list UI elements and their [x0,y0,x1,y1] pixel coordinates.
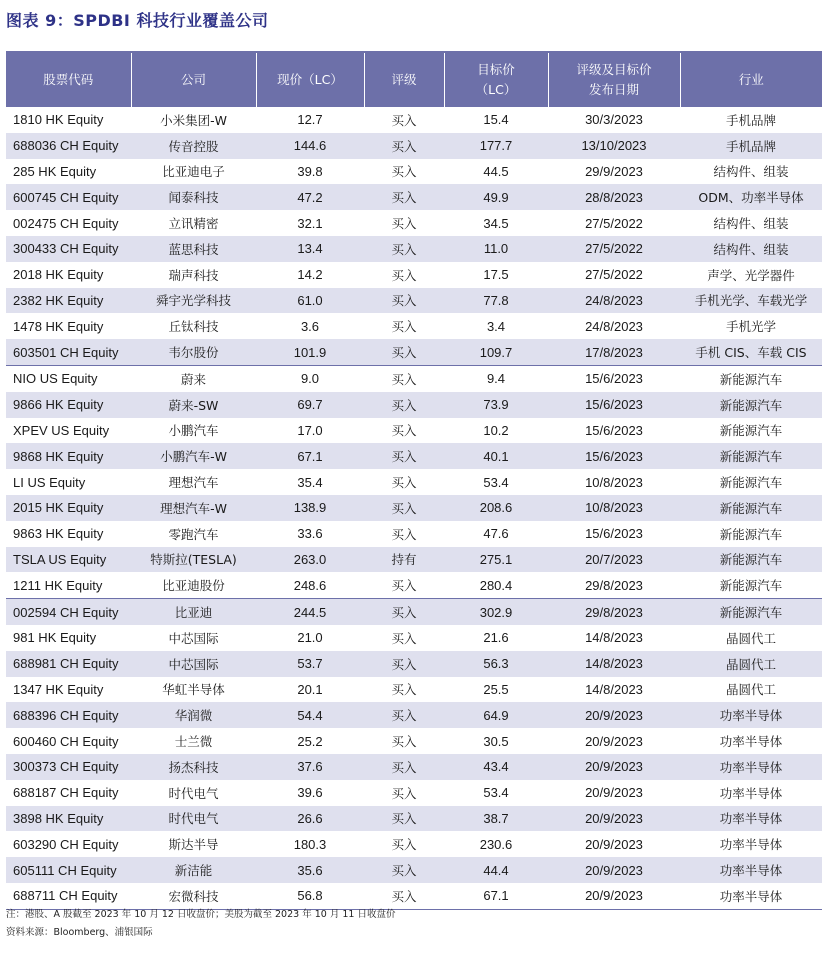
industry-cell: 手机 CIS、车载 CIS [680,339,822,365]
rating-cell: 买入 [364,780,444,806]
company-cell: 零跑汽车 [131,521,256,547]
industry-cell: 结构件、组装 [680,210,822,236]
rating-cell: 买入 [364,184,444,210]
company-cell: 比亚迪电子 [131,159,256,185]
date-cell: 17/8/2023 [548,339,680,365]
ticker-cell: 1211 HK Equity [6,572,131,598]
ticker-cell: 605111 CH Equity [6,857,131,883]
date-cell: 20/9/2023 [548,831,680,857]
company-cell: 丘钛科技 [131,313,256,339]
target-price-cell: 177.7 [444,133,548,159]
rating-cell: 买入 [364,754,444,780]
price-cell: 67.1 [256,443,364,469]
rating-cell: 买入 [364,883,444,909]
column-header-label-line2: 发布日期 [588,82,639,97]
target-price-cell: 230.6 [444,831,548,857]
footnote-source: 资料来源：Bloomberg、浦银国际 [6,927,153,938]
company-cell: 韦尔股份 [131,339,256,365]
ticker-cell: 9866 HK Equity [6,392,131,418]
company-cell: 比亚迪股份 [131,572,256,598]
rating-cell: 买入 [364,469,444,495]
company-cell: 新洁能 [131,857,256,883]
date-cell: 28/8/2023 [548,184,680,210]
rating-cell: 买入 [364,418,444,444]
table-row [6,651,822,677]
target-price-cell: 44.4 [444,857,548,883]
column-header [131,52,256,107]
target-price-cell: 43.4 [444,754,548,780]
industry-cell: 新能源汽车 [680,495,822,521]
table-row [6,262,822,288]
rating-cell: 买入 [364,339,444,365]
table-row [6,107,822,133]
target-price-cell: 40.1 [444,443,548,469]
company-cell: 斯达半导 [131,831,256,857]
ticker-cell: 285 HK Equity [6,159,131,185]
price-cell: 54.4 [256,702,364,728]
table-row [6,210,822,236]
rating-cell: 买入 [364,677,444,703]
company-cell: 时代电气 [131,780,256,806]
target-price-cell: 56.3 [444,651,548,677]
industry-cell: 功率半导体 [680,831,822,857]
table-row [6,599,822,625]
table-row [6,469,822,495]
ticker-cell: NIO US Equity [6,365,131,391]
company-cell: 瑞声科技 [131,262,256,288]
industry-cell: 功率半导体 [680,754,822,780]
ticker-cell: XPEV US Equity [6,418,131,444]
ticker-cell: 688981 CH Equity [6,651,131,677]
industry-cell: 功率半导体 [680,780,822,806]
date-cell: 27/5/2022 [548,262,680,288]
date-cell: 14/8/2023 [548,625,680,651]
industry-cell: 新能源汽车 [680,521,822,547]
ticker-cell: 2015 HK Equity [6,495,131,521]
company-cell: 舜宇光学科技 [131,288,256,314]
table-row [6,288,822,314]
date-cell: 20/9/2023 [548,780,680,806]
company-cell: 宏微科技 [131,883,256,909]
ticker-cell: 1478 HK Equity [6,313,131,339]
date-cell: 10/8/2023 [548,495,680,521]
target-price-cell: 15.4 [444,107,548,133]
column-header [364,52,444,107]
industry-cell: 功率半导体 [680,806,822,832]
column-header-label: 股票代码 [43,72,94,87]
industry-cell: 手机光学 [680,313,822,339]
target-price-cell: 38.7 [444,806,548,832]
industry-cell: 晶圆代工 [680,677,822,703]
target-price-cell: 34.5 [444,210,548,236]
ticker-cell: 2018 HK Equity [6,262,131,288]
table-row [6,547,822,573]
rating-cell: 买入 [364,572,444,598]
rating-cell: 买入 [364,107,444,133]
industry-cell: 结构件、组装 [680,159,822,185]
date-cell: 20/9/2023 [548,883,680,909]
price-cell: 180.3 [256,831,364,857]
industry-cell: 手机品牌 [680,133,822,159]
price-cell: 47.2 [256,184,364,210]
price-cell: 248.6 [256,572,364,598]
target-price-cell: 302.9 [444,599,548,625]
table-row [6,572,822,598]
price-cell: 33.6 [256,521,364,547]
date-cell: 15/6/2023 [548,521,680,547]
column-header-label: 评级及目标价 [576,62,652,77]
company-cell: 时代电气 [131,806,256,832]
table-row [6,365,822,391]
rating-cell: 买入 [364,159,444,185]
company-cell: 闻泰科技 [131,184,256,210]
industry-cell: 功率半导体 [680,883,822,909]
industry-cell: 新能源汽车 [680,443,822,469]
rating-cell: 买入 [364,651,444,677]
rating-cell: 买入 [364,806,444,832]
ticker-cell: 1347 HK Equity [6,677,131,703]
price-cell: 39.8 [256,159,364,185]
ticker-cell: 300433 CH Equity [6,236,131,262]
ticker-cell: 3898 HK Equity [6,806,131,832]
industry-cell: 新能源汽车 [680,599,822,625]
rating-cell: 买入 [364,728,444,754]
price-cell: 101.9 [256,339,364,365]
industry-cell: 晶圆代工 [680,625,822,651]
page-title: 图表 9：SPDBI 科技行业覆盖公司 [6,11,269,30]
rating-cell: 买入 [364,625,444,651]
price-cell: 53.7 [256,651,364,677]
date-cell: 14/8/2023 [548,651,680,677]
target-price-cell: 21.6 [444,625,548,651]
price-cell: 37.6 [256,754,364,780]
ticker-cell: 688036 CH Equity [6,133,131,159]
price-cell: 61.0 [256,288,364,314]
target-price-cell: 208.6 [444,495,548,521]
ticker-cell: 002594 CH Equity [6,599,131,625]
industry-cell: 功率半导体 [680,702,822,728]
table-row [6,159,822,185]
table-row [6,313,822,339]
table-header [6,52,822,107]
date-cell: 14/8/2023 [548,677,680,703]
ticker-cell: 981 HK Equity [6,625,131,651]
rating-cell: 买入 [364,365,444,391]
price-cell: 9.0 [256,365,364,391]
ticker-cell: 603501 CH Equity [6,339,131,365]
date-cell: 20/9/2023 [548,728,680,754]
date-cell: 24/8/2023 [548,288,680,314]
ticker-cell: 688187 CH Equity [6,780,131,806]
target-price-cell: 3.4 [444,313,548,339]
column-header [680,52,822,107]
date-cell: 20/9/2023 [548,857,680,883]
company-cell: 小鹏汽车-W [131,443,256,469]
column-header-label: 评级 [391,72,417,87]
industry-cell: 功率半导体 [680,857,822,883]
company-cell: 传音控股 [131,133,256,159]
target-price-cell: 53.4 [444,469,548,495]
industry-cell: 手机光学、车载光学 [680,288,822,314]
table-row [6,702,822,728]
table-row [6,521,822,547]
column-header-label: 目标价 [477,62,515,77]
target-price-cell: 17.5 [444,262,548,288]
company-cell: 蔚来-SW [131,392,256,418]
ticker-cell: TSLA US Equity [6,547,131,573]
company-cell: 中芯国际 [131,625,256,651]
date-cell: 29/8/2023 [548,599,680,625]
date-cell: 15/6/2023 [548,365,680,391]
company-cell: 立讯精密 [131,210,256,236]
price-cell: 144.6 [256,133,364,159]
footnote-price-date: 注：港股、A 股截至 2023 年 10 月 12 日收盘价；美股为截至 2023 年 10 月 11 日收盘价 [6,909,396,920]
date-cell: 30/3/2023 [548,107,680,133]
company-cell: 小鹏汽车 [131,418,256,444]
date-cell: 15/6/2023 [548,418,680,444]
target-price-cell: 44.5 [444,159,548,185]
ticker-cell: 002475 CH Equity [6,210,131,236]
target-price-cell: 73.9 [444,392,548,418]
target-price-cell: 275.1 [444,547,548,573]
table-body [6,107,822,909]
company-cell: 理想汽车 [131,469,256,495]
company-cell: 理想汽车-W [131,495,256,521]
ticker-cell: 1810 HK Equity [6,107,131,133]
industry-cell: 功率半导体 [680,728,822,754]
table-row [6,184,822,210]
rating-cell: 买入 [364,443,444,469]
footnotes [6,906,395,942]
ticker-cell: 300373 CH Equity [6,754,131,780]
industry-cell: 结构件、组装 [680,236,822,262]
target-price-cell: 280.4 [444,572,548,598]
table-row [6,806,822,832]
price-cell: 35.6 [256,857,364,883]
date-cell: 10/8/2023 [548,469,680,495]
price-cell: 13.4 [256,236,364,262]
date-cell: 13/10/2023 [548,133,680,159]
price-cell: 244.5 [256,599,364,625]
industry-cell: ODM、功率半导体 [680,184,822,210]
rating-cell: 持有 [364,547,444,573]
date-cell: 27/5/2022 [548,236,680,262]
table-row [6,677,822,703]
ticker-cell: 688711 CH Equity [6,883,131,909]
company-cell: 特斯拉(TESLA) [131,547,256,573]
industry-cell: 手机品牌 [680,107,822,133]
table-row [6,236,822,262]
rating-cell: 买入 [364,521,444,547]
target-price-cell: 30.5 [444,728,548,754]
table-row [6,857,822,883]
table-row [6,418,822,444]
price-cell: 12.7 [256,107,364,133]
date-cell: 29/8/2023 [548,572,680,598]
table-row [6,780,822,806]
company-cell: 士兰微 [131,728,256,754]
column-header [256,52,364,107]
price-cell: 25.2 [256,728,364,754]
target-price-cell: 77.8 [444,288,548,314]
target-price-cell: 10.2 [444,418,548,444]
rating-cell: 买入 [364,133,444,159]
column-header-label: 公司 [180,72,206,87]
target-price-cell: 53.4 [444,780,548,806]
target-price-cell: 109.7 [444,339,548,365]
ticker-cell: 2382 HK Equity [6,288,131,314]
date-cell: 27/5/2022 [548,210,680,236]
target-price-cell: 67.1 [444,883,548,909]
price-cell: 138.9 [256,495,364,521]
date-cell: 20/7/2023 [548,547,680,573]
column-header-label: 现价（LC） [277,72,343,87]
table-row [6,831,822,857]
price-cell: 14.2 [256,262,364,288]
industry-cell: 新能源汽车 [680,547,822,573]
ticker-cell: 600460 CH Equity [6,728,131,754]
date-cell: 29/9/2023 [548,159,680,185]
rating-cell: 买入 [364,831,444,857]
price-cell: 69.7 [256,392,364,418]
industry-cell: 声学、光学器件 [680,262,822,288]
ticker-cell: 603290 CH Equity [6,831,131,857]
industry-cell: 新能源汽车 [680,418,822,444]
coverage-table [6,51,822,910]
date-cell: 20/9/2023 [548,702,680,728]
industry-cell: 新能源汽车 [680,572,822,598]
target-price-cell: 25.5 [444,677,548,703]
price-cell: 20.1 [256,677,364,703]
date-cell: 15/6/2023 [548,443,680,469]
industry-cell: 新能源汽车 [680,469,822,495]
company-cell: 华虹半导体 [131,677,256,703]
rating-cell: 买入 [364,857,444,883]
table-row [6,133,822,159]
column-header [444,52,548,107]
rating-cell: 买入 [364,262,444,288]
column-header [6,52,131,107]
company-cell: 蓝思科技 [131,236,256,262]
ticker-cell: 688396 CH Equity [6,702,131,728]
company-cell: 蔚来 [131,365,256,391]
ticker-cell: 600745 CH Equity [6,184,131,210]
industry-cell: 新能源汽车 [680,392,822,418]
rating-cell: 买入 [364,288,444,314]
industry-cell: 新能源汽车 [680,365,822,391]
company-cell: 中芯国际 [131,651,256,677]
date-cell: 24/8/2023 [548,313,680,339]
table-row [6,392,822,418]
price-cell: 17.0 [256,418,364,444]
target-price-cell: 64.9 [444,702,548,728]
rating-cell: 买入 [364,392,444,418]
column-header [548,52,680,107]
price-cell: 21.0 [256,625,364,651]
company-cell: 华润微 [131,702,256,728]
rating-cell: 买入 [364,313,444,339]
company-cell: 小米集团-W [131,107,256,133]
rating-cell: 买入 [364,599,444,625]
industry-cell: 晶圆代工 [680,651,822,677]
column-header-label: 行业 [738,72,764,87]
date-cell: 20/9/2023 [548,806,680,832]
company-cell: 比亚迪 [131,599,256,625]
column-header-label-line2: （LC） [475,82,517,97]
price-cell: 56.8 [256,883,364,909]
rating-cell: 买入 [364,495,444,521]
rating-cell: 买入 [364,702,444,728]
table-row [6,754,822,780]
ticker-cell: 9868 HK Equity [6,443,131,469]
table-row [6,443,822,469]
target-price-cell: 9.4 [444,365,548,391]
price-cell: 32.1 [256,210,364,236]
rating-cell: 买入 [364,210,444,236]
coverage-table-container [6,51,822,910]
price-cell: 26.6 [256,806,364,832]
company-cell: 扬杰科技 [131,754,256,780]
price-cell: 263.0 [256,547,364,573]
price-cell: 3.6 [256,313,364,339]
price-cell: 39.6 [256,780,364,806]
table-header-row [6,52,822,107]
ticker-cell: LI US Equity [6,469,131,495]
rating-cell: 买入 [364,236,444,262]
price-cell: 35.4 [256,469,364,495]
date-cell: 20/9/2023 [548,754,680,780]
table-row [6,495,822,521]
target-price-cell: 47.6 [444,521,548,547]
target-price-cell: 11.0 [444,236,548,262]
date-cell: 15/6/2023 [548,392,680,418]
table-row [6,625,822,651]
target-price-cell: 49.9 [444,184,548,210]
table-row [6,339,822,365]
ticker-cell: 9863 HK Equity [6,521,131,547]
table-row [6,728,822,754]
